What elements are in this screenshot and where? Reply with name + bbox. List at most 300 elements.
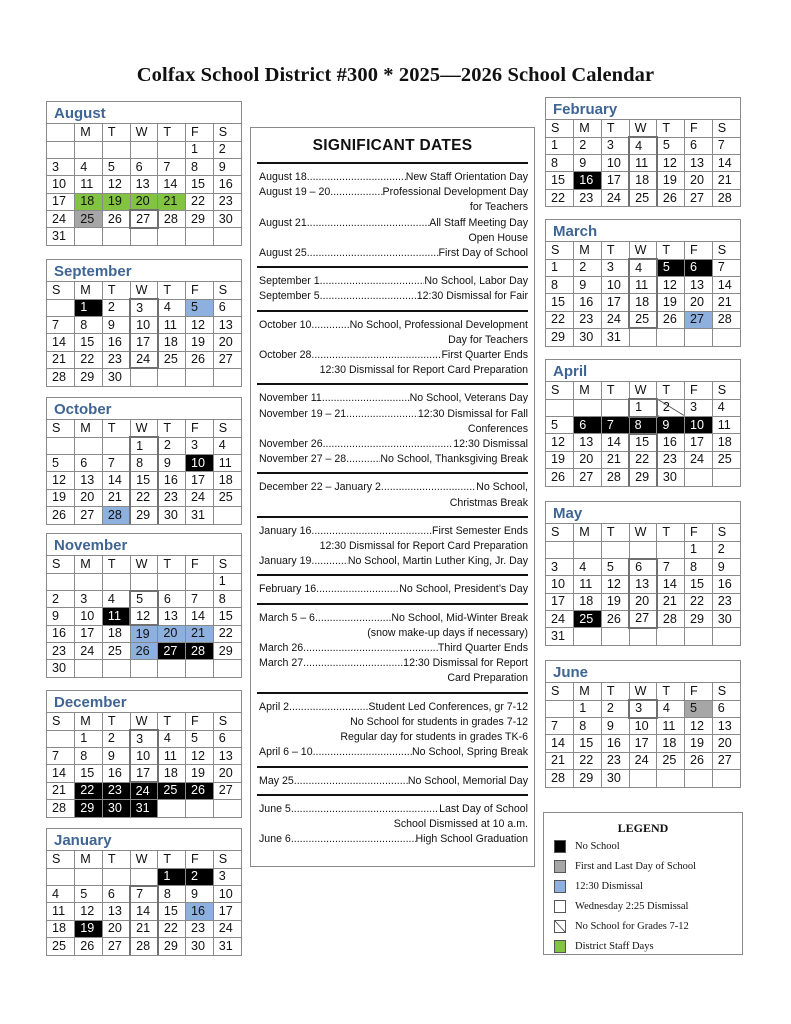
month-grid — [546, 120, 740, 206]
day-cell: 16 — [601, 735, 629, 752]
entry-date: March 26 — [259, 642, 304, 655]
empty-cell — [213, 228, 241, 245]
date-section — [257, 162, 528, 266]
day-cell: 4 — [75, 159, 103, 176]
day-cell: 8 — [130, 455, 158, 472]
entry-date: March 5 – 6 — [259, 611, 315, 624]
day-cell: 22 — [685, 593, 713, 610]
month-name: September — [47, 260, 241, 282]
day-cell: 24 — [130, 782, 158, 799]
day-cell: 8 — [186, 159, 214, 176]
entry-date: August 19 – 20 — [259, 186, 331, 199]
date-entry — [259, 641, 528, 656]
day-cell: 11 — [574, 576, 602, 593]
weekday-header: W — [130, 556, 158, 573]
empty-cell — [102, 228, 130, 245]
entry-continuation: Conferences — [467, 422, 528, 435]
leader-dots — [291, 832, 416, 847]
day-cell: 8 — [685, 559, 713, 576]
empty-cell — [75, 573, 103, 590]
day-cell: 16 — [712, 576, 740, 593]
empty-cell — [213, 506, 241, 523]
day-cell: 24 — [629, 752, 657, 769]
day-cell: 18 — [712, 434, 740, 451]
day-cell: 30 — [158, 506, 186, 523]
empty-cell — [47, 868, 75, 885]
day-cell: 25 — [657, 752, 685, 769]
day-cell: 28 — [47, 368, 75, 385]
day-cell: 30 — [213, 210, 241, 227]
legend-swatch-icon — [554, 840, 566, 853]
day-cell: 24 — [601, 189, 629, 206]
day-cell: 17 — [629, 735, 657, 752]
weekday-header: M — [574, 683, 602, 700]
entry-event: No School, Professional Development — [349, 318, 528, 331]
day-cell: 10 — [186, 455, 214, 472]
weekday-header: S — [546, 524, 574, 541]
day-cell: 7 — [102, 455, 130, 472]
weekday-header: F — [685, 524, 713, 541]
leader-dots — [307, 170, 406, 185]
weekday-header: S — [712, 524, 740, 541]
month-grid — [47, 282, 241, 386]
calendar-june — [545, 660, 741, 788]
leader-dots — [315, 611, 391, 626]
day-cell: 18 — [629, 172, 657, 189]
day-cell: 7 — [712, 137, 740, 154]
entry-event: No School, Martin Luther King, Jr. Day — [347, 555, 528, 568]
day-cell: 10 — [629, 718, 657, 735]
entry-continuation: for Teachers — [469, 201, 528, 214]
weekday-header: S — [47, 420, 75, 437]
weekday-header: M — [574, 382, 602, 399]
empty-cell — [75, 228, 103, 245]
day-cell: 20 — [130, 193, 158, 210]
day-cell: 29 — [685, 610, 713, 627]
day-cell: 4 — [47, 886, 75, 903]
day-cell: 27 — [213, 351, 241, 368]
day-cell: 27 — [130, 210, 158, 227]
date-section — [257, 266, 528, 309]
day-cell: 6 — [574, 417, 602, 434]
day-cell: 19 — [657, 294, 685, 311]
day-cell: 23 — [186, 920, 214, 937]
day-cell: 24 — [47, 210, 75, 227]
day-cell: 3 — [47, 159, 75, 176]
day-cell: 16 — [574, 294, 602, 311]
calendar-february — [545, 97, 741, 207]
weekday-header: S — [213, 124, 241, 141]
month-name: May — [546, 502, 740, 524]
day-cell: 21 — [657, 593, 685, 610]
date-entry — [259, 524, 528, 539]
day-cell: 2 — [712, 541, 740, 558]
weekday-header: W — [130, 282, 158, 299]
empty-cell — [657, 628, 685, 645]
day-cell: 24 — [601, 311, 629, 328]
day-cell: 12 — [47, 472, 75, 489]
day-cell: 20 — [213, 765, 241, 782]
day-cell: 21 — [102, 489, 130, 506]
day-cell: 6 — [685, 259, 713, 276]
weekday-header: S — [47, 713, 75, 730]
weekday-header: S — [213, 556, 241, 573]
day-cell: 1 — [186, 141, 214, 158]
empty-cell — [158, 573, 186, 590]
day-cell: 7 — [47, 748, 75, 765]
day-cell: 6 — [213, 299, 241, 316]
day-cell: 5 — [75, 886, 103, 903]
legend-item — [550, 836, 736, 856]
month-name: March — [546, 220, 740, 242]
empty-cell — [75, 868, 103, 885]
entry-continuation: 12:30 Dismissal for Report Card Preparation — [319, 364, 528, 377]
day-cell: 2 — [102, 299, 130, 316]
empty-cell — [130, 573, 158, 590]
date-entry — [259, 318, 528, 333]
day-cell: 5 — [102, 159, 130, 176]
month-grid — [546, 524, 740, 645]
day-cell: 8 — [546, 277, 574, 294]
calendar-august — [46, 101, 242, 246]
day-cell: 14 — [186, 608, 214, 625]
day-cell: 13 — [75, 472, 103, 489]
empty-cell — [601, 628, 629, 645]
weekday-header: M — [574, 524, 602, 541]
day-cell: 31 — [213, 937, 241, 954]
date-section — [257, 574, 528, 602]
significant-dates-list — [257, 162, 528, 852]
day-cell: 3 — [601, 137, 629, 154]
day-cell: 1 — [685, 541, 713, 558]
day-cell: 16 — [47, 625, 75, 642]
day-cell: 5 — [130, 591, 158, 608]
day-cell: 15 — [186, 176, 214, 193]
day-cell: 19 — [75, 920, 103, 937]
day-cell: 25 — [712, 451, 740, 468]
day-cell: 13 — [574, 434, 602, 451]
weekday-header: T — [158, 713, 186, 730]
weekday-header: W — [130, 420, 158, 437]
empty-cell — [75, 141, 103, 158]
weekday-header — [47, 124, 75, 141]
day-cell: 19 — [601, 593, 629, 610]
day-cell: 7 — [712, 259, 740, 276]
day-cell: 7 — [186, 591, 214, 608]
date-entry — [259, 774, 528, 789]
entry-event: No School, Spring Break — [411, 746, 528, 759]
legend-label: No School for Grades 7-12 — [575, 920, 689, 932]
day-cell: 11 — [102, 608, 130, 625]
day-cell: 18 — [47, 920, 75, 937]
month-grid — [47, 124, 241, 245]
day-cell: 22 — [158, 920, 186, 937]
legend-item — [550, 896, 736, 916]
day-cell: 5 — [47, 455, 75, 472]
day-cell: 1 — [546, 137, 574, 154]
weekday-header: T — [102, 713, 130, 730]
day-cell: 9 — [657, 417, 685, 434]
day-cell: 5 — [685, 700, 713, 717]
weekday-header: T — [158, 282, 186, 299]
day-cell: 26 — [75, 937, 103, 954]
entry-continuation: Christmas Break — [449, 496, 528, 509]
day-cell: 29 — [186, 210, 214, 227]
day-cell: 6 — [130, 159, 158, 176]
day-cell: 18 — [75, 193, 103, 210]
day-cell: 14 — [712, 155, 740, 172]
day-cell: 1 — [158, 868, 186, 885]
weekday-header: T — [102, 420, 130, 437]
legend-label: 12:30 Dismissal — [575, 880, 643, 892]
day-cell: 26 — [657, 189, 685, 206]
day-cell: 28 — [102, 506, 130, 523]
day-cell: 23 — [574, 189, 602, 206]
weekday-header: F — [186, 124, 214, 141]
day-cell: 14 — [712, 277, 740, 294]
day-cell: 20 — [213, 334, 241, 351]
day-cell: 28 — [158, 210, 186, 227]
weekday-header: W — [130, 124, 158, 141]
day-cell: 27 — [685, 311, 713, 328]
weekday-header: S — [213, 851, 241, 868]
date-entry — [259, 170, 528, 185]
legend-label: Wednesday 2:25 Dismissal — [575, 900, 689, 912]
day-cell: 24 — [130, 351, 158, 368]
day-cell: 21 — [130, 920, 158, 937]
day-cell: 28 — [546, 769, 574, 786]
day-cell: 12 — [75, 903, 103, 920]
day-cell: 13 — [685, 155, 713, 172]
day-cell: 19 — [546, 451, 574, 468]
day-cell: 29 — [629, 468, 657, 485]
day-cell: 1 — [75, 299, 103, 316]
day-cell: 24 — [213, 920, 241, 937]
date-entry — [259, 554, 528, 569]
empty-cell — [158, 228, 186, 245]
weekday-header: S — [712, 242, 740, 259]
empty-cell — [130, 141, 158, 158]
day-cell: 26 — [186, 782, 214, 799]
day-cell: 25 — [213, 489, 241, 506]
day-cell: 28 — [712, 311, 740, 328]
day-cell: 19 — [186, 334, 214, 351]
day-cell: 17 — [601, 294, 629, 311]
date-entry — [259, 656, 528, 671]
day-cell: 8 — [158, 886, 186, 903]
leader-dots — [316, 582, 399, 597]
day-cell: 28 — [657, 610, 685, 627]
weekday-header: T — [158, 124, 186, 141]
day-cell: 18 — [102, 625, 130, 642]
entry-event: No School, Veterans Day — [409, 392, 528, 405]
day-cell: 11 — [75, 176, 103, 193]
month-name: April — [546, 360, 740, 382]
day-cell: 11 — [629, 155, 657, 172]
day-cell: 9 — [186, 886, 214, 903]
day-cell: 29 — [75, 368, 103, 385]
day-cell: 22 — [186, 193, 214, 210]
weekday-header: T — [601, 683, 629, 700]
day-cell: 17 — [685, 434, 713, 451]
day-cell: 4 — [158, 730, 186, 747]
month-grid — [47, 556, 241, 677]
day-cell: 7 — [130, 886, 158, 903]
day-cell: 25 — [158, 782, 186, 799]
day-cell: 31 — [130, 799, 158, 816]
entry-event: High School Graduation — [415, 833, 528, 846]
day-cell: 9 — [213, 159, 241, 176]
weekday-header: S — [47, 556, 75, 573]
day-cell: 22 — [75, 351, 103, 368]
day-cell: 31 — [47, 228, 75, 245]
day-cell: 23 — [158, 489, 186, 506]
day-cell: 12 — [130, 608, 158, 625]
empty-cell — [186, 573, 214, 590]
day-cell: 19 — [186, 765, 214, 782]
entry-event: Student Led Conferences, gr 7-12 — [368, 700, 528, 713]
day-cell: 26 — [102, 210, 130, 227]
empty-cell — [130, 368, 158, 385]
day-cell: 10 — [130, 748, 158, 765]
day-cell: 12 — [186, 748, 214, 765]
day-cell: 24 — [685, 451, 713, 468]
day-cell: 19 — [657, 172, 685, 189]
day-cell: 9 — [712, 559, 740, 576]
day-cell: 9 — [574, 277, 602, 294]
leader-dots — [346, 452, 380, 467]
weekday-header: W — [130, 713, 158, 730]
day-cell: 30 — [186, 937, 214, 954]
day-cell: 2 — [47, 591, 75, 608]
weekday-header: T — [601, 120, 629, 137]
date-entry — [259, 745, 528, 760]
weekday-header: T — [158, 851, 186, 868]
day-cell: 27 — [574, 468, 602, 485]
day-cell: 23 — [657, 451, 685, 468]
day-cell: 3 — [186, 437, 214, 454]
day-cell: 25 — [158, 351, 186, 368]
weekday-header: M — [75, 713, 103, 730]
weekday-header: F — [685, 382, 713, 399]
day-cell: 14 — [47, 334, 75, 351]
empty-cell — [47, 299, 75, 316]
legend-swatch-icon — [554, 920, 566, 933]
entry-event: Last Day of School — [439, 802, 528, 815]
weekday-header: S — [712, 683, 740, 700]
empty-cell — [158, 141, 186, 158]
day-cell: 24 — [186, 489, 214, 506]
weekday-header: M — [574, 120, 602, 137]
month-grid — [546, 382, 740, 486]
entry-continuation: Regular day for students in grades TK-6 — [340, 731, 528, 744]
day-cell: 2 — [657, 399, 685, 416]
entry-continuation: Open House — [468, 231, 528, 244]
empty-cell — [712, 769, 740, 786]
entry-date: August 18 — [259, 171, 307, 183]
empty-cell — [130, 868, 158, 885]
leader-dots — [323, 437, 454, 452]
day-cell: 6 — [712, 700, 740, 717]
empty-cell — [712, 628, 740, 645]
month-grid — [47, 851, 241, 955]
weekday-header: S — [546, 120, 574, 137]
day-cell: 21 — [158, 193, 186, 210]
entry-date: December 22 – January 2 — [259, 481, 381, 494]
weekday-header: S — [546, 242, 574, 259]
day-cell: 21 — [47, 782, 75, 799]
calendar-september — [46, 259, 242, 387]
entry-date: May 25 — [259, 774, 294, 787]
day-cell: 5 — [186, 730, 214, 747]
day-cell: 4 — [574, 559, 602, 576]
day-cell: 10 — [75, 608, 103, 625]
empty-cell — [657, 769, 685, 786]
month-name: October — [47, 398, 241, 420]
day-cell: 22 — [130, 489, 158, 506]
entry-event: No School, — [476, 481, 528, 494]
entry-event: No School, Memorial Day — [407, 774, 528, 787]
weekday-header: F — [186, 420, 214, 437]
day-cell: 11 — [213, 455, 241, 472]
day-cell: 14 — [546, 735, 574, 752]
day-cell: 29 — [130, 506, 158, 523]
legend-swatch-icon — [554, 900, 566, 913]
day-cell: 3 — [546, 559, 574, 576]
calendar-april — [545, 359, 741, 487]
date-section — [257, 310, 528, 384]
day-cell: 6 — [685, 137, 713, 154]
day-cell: 18 — [213, 472, 241, 489]
day-cell: 9 — [102, 317, 130, 334]
weekday-header: T — [657, 382, 685, 399]
day-cell: 1 — [130, 437, 158, 454]
day-cell: 18 — [158, 334, 186, 351]
day-cell: 19 — [685, 735, 713, 752]
month-name: December — [47, 691, 241, 713]
entry-date: January 16 — [259, 524, 312, 537]
day-cell: 28 — [601, 468, 629, 485]
date-entry — [259, 407, 528, 422]
day-cell: 14 — [601, 434, 629, 451]
day-cell: 22 — [629, 451, 657, 468]
day-cell: 12 — [186, 317, 214, 334]
day-cell: 9 — [601, 718, 629, 735]
day-cell: 25 — [75, 210, 103, 227]
empty-cell — [47, 141, 75, 158]
weekday-header: M — [75, 851, 103, 868]
entry-event: All Staff Meeting Day — [429, 216, 528, 229]
day-cell: 13 — [712, 718, 740, 735]
day-cell: 23 — [102, 782, 130, 799]
empty-cell — [186, 368, 214, 385]
day-cell: 15 — [75, 765, 103, 782]
weekday-header: S — [712, 120, 740, 137]
entry-date: September 5 — [259, 290, 320, 303]
empty-cell — [102, 868, 130, 885]
day-cell: 23 — [712, 593, 740, 610]
weekday-header: W — [629, 242, 657, 259]
entry-date: April 2 — [259, 700, 290, 713]
day-cell: 1 — [75, 730, 103, 747]
day-cell: 27 — [75, 506, 103, 523]
leader-dots — [330, 185, 382, 200]
day-cell: 30 — [102, 799, 130, 816]
empty-cell — [102, 660, 130, 677]
day-cell: 27 — [629, 610, 657, 627]
weekday-header: F — [685, 683, 713, 700]
weekday-header: S — [47, 851, 75, 868]
